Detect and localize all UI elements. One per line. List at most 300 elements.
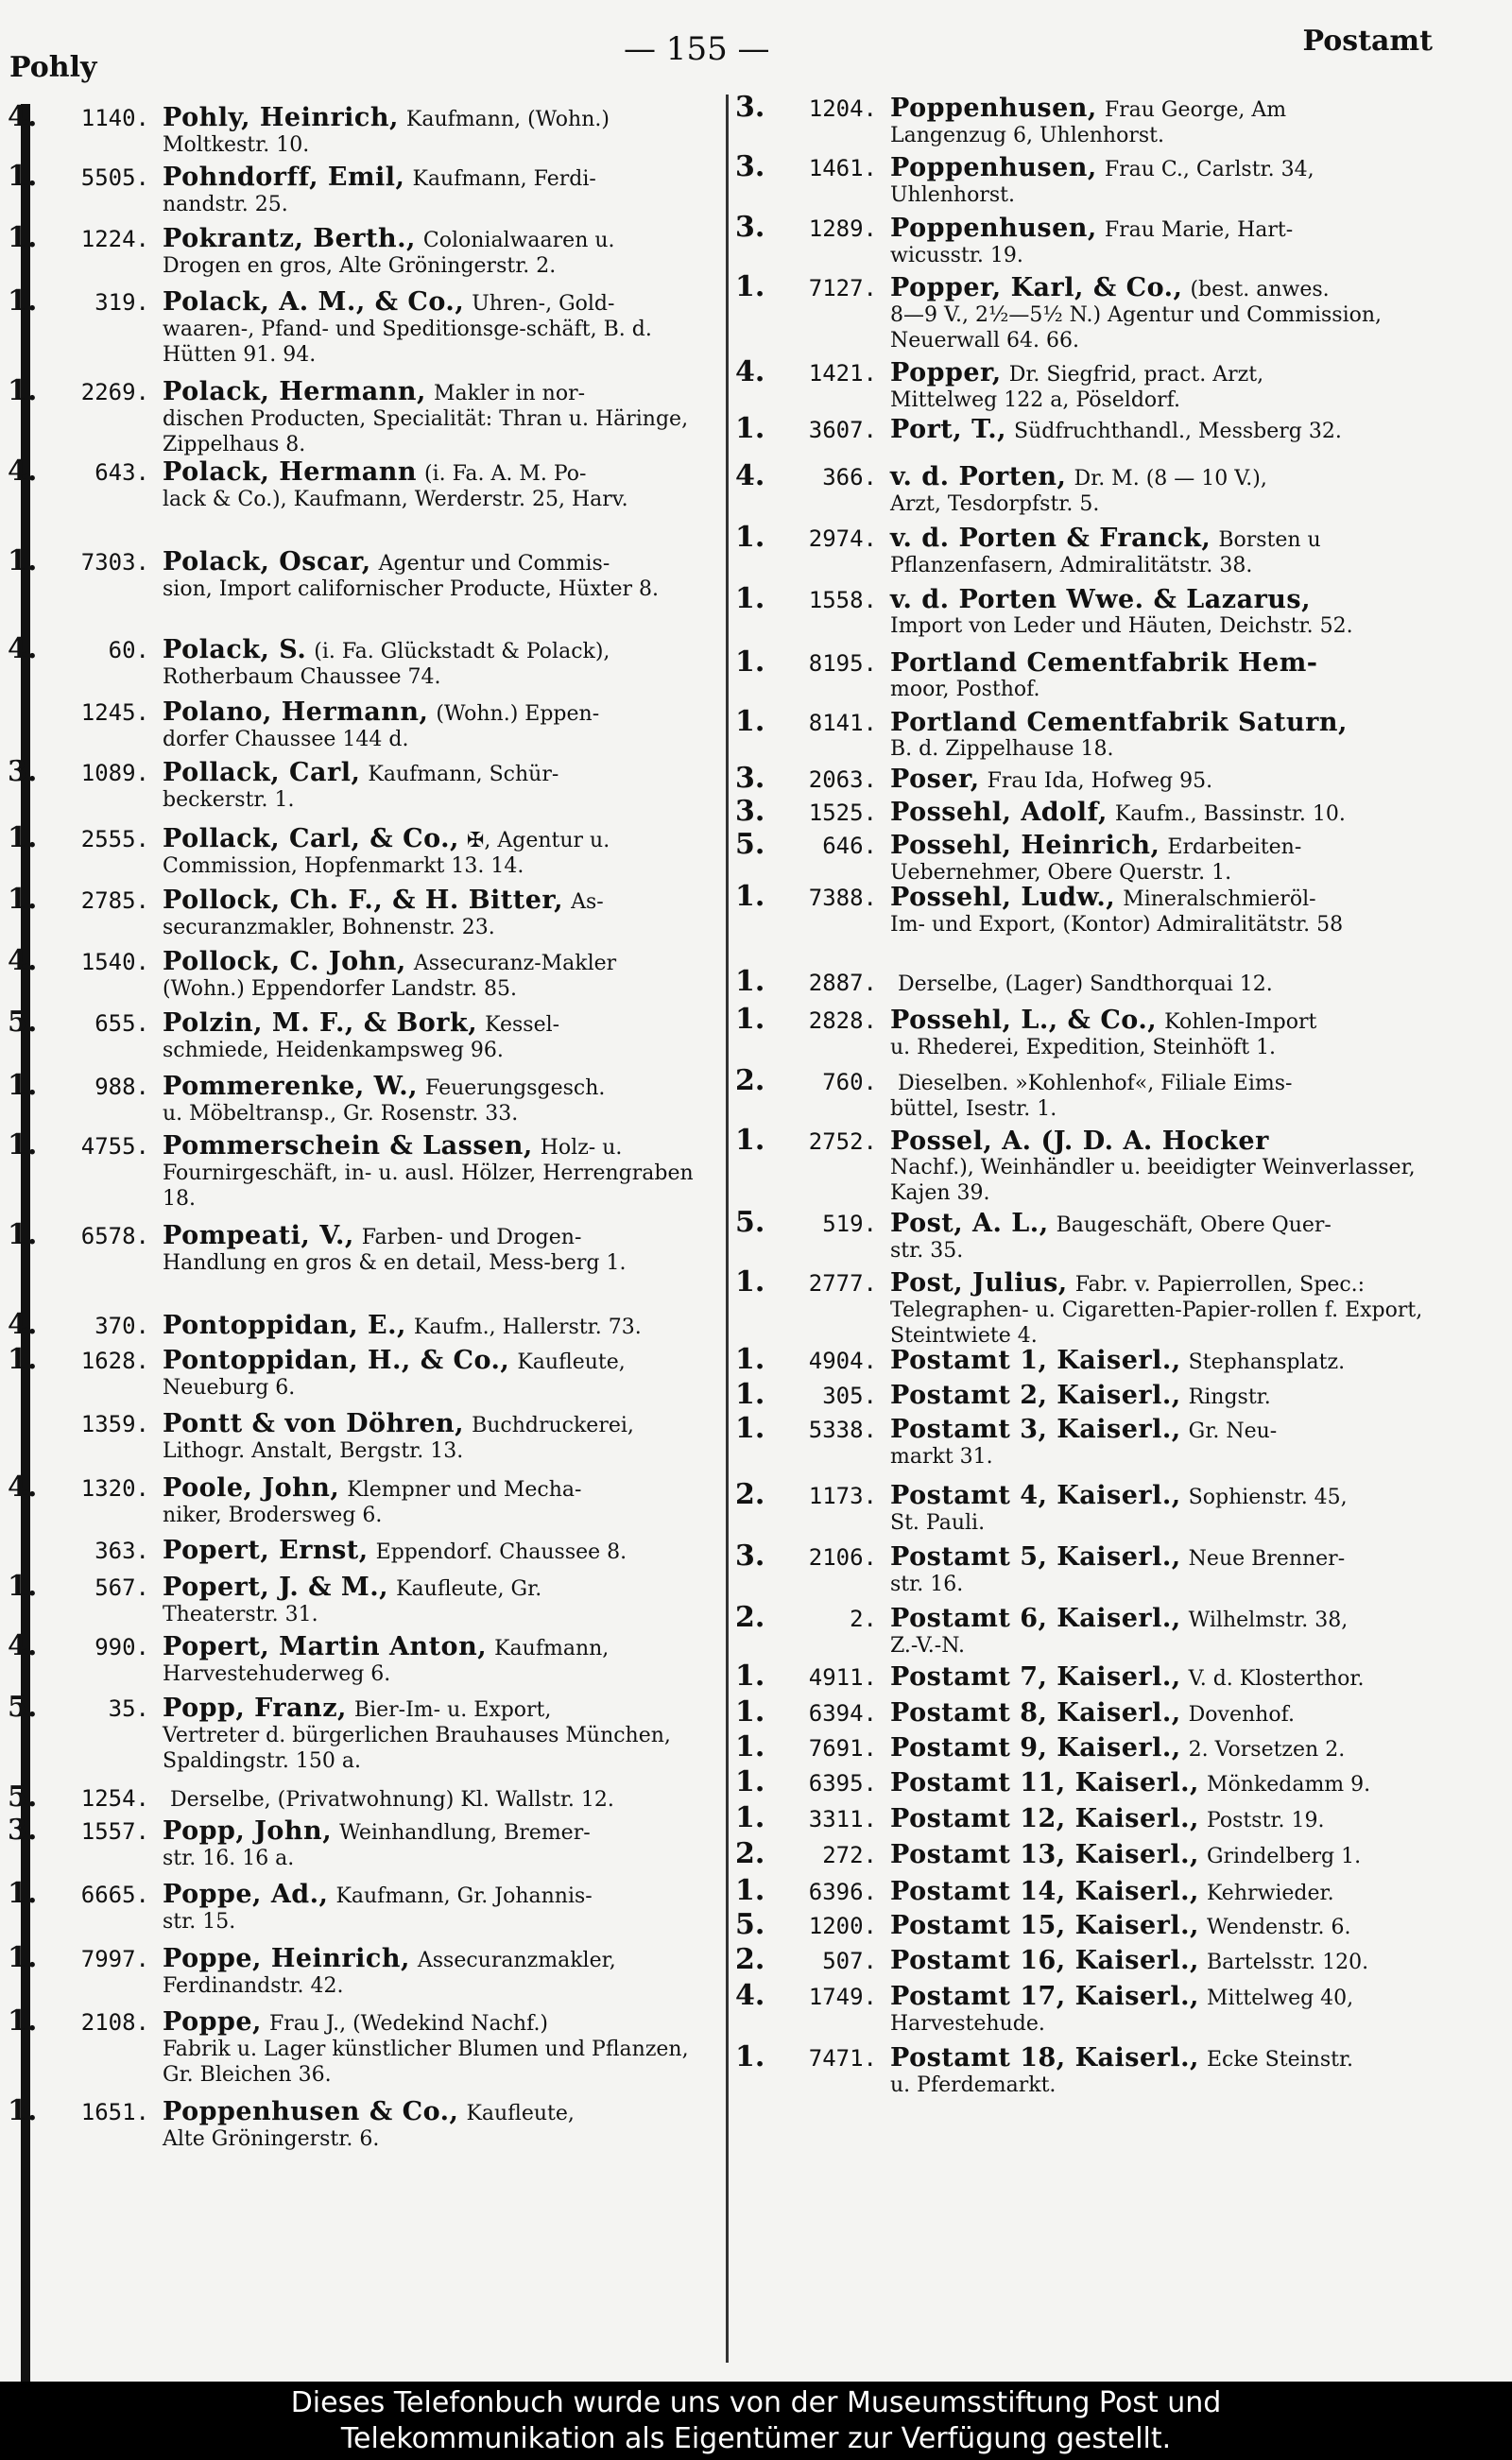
entry-detail: Ringstr. bbox=[1188, 1385, 1271, 1409]
directory-entry bbox=[8, 104, 718, 158]
entry-continuation: u. Möbeltransp., Gr. Rosenstr. 33. bbox=[163, 1102, 519, 1126]
entry-detail: Dovenhof. bbox=[1188, 1703, 1295, 1727]
entry-detail: Borsten u bbox=[1218, 528, 1321, 552]
entry-detail: Kaufm., Hallerstr. 73. bbox=[413, 1316, 642, 1339]
directory-entry bbox=[735, 1912, 1476, 1940]
entry-detail: Stephansplatz. bbox=[1188, 1350, 1346, 1374]
entry-detail: Weinhandlung, Bremer- bbox=[339, 1821, 591, 1845]
subscriber-name: Poser, bbox=[890, 766, 980, 794]
phone-number: 2752. bbox=[808, 1128, 877, 1155]
entry-continuation: sion, Import californischer Producte, Hüxter 8. bbox=[163, 577, 659, 601]
subscriber-name: Pontoppidan, E., bbox=[163, 1312, 406, 1340]
column-divider bbox=[726, 95, 729, 2363]
phone-number: 5338. bbox=[808, 1417, 877, 1443]
exchange-code: 1. bbox=[735, 1805, 765, 1833]
entry-continuation: Uhlenhorst. bbox=[890, 183, 1015, 207]
directory-entry bbox=[735, 1482, 1476, 1536]
phone-number: 2974. bbox=[808, 525, 877, 552]
entry-continuation: B. d. Zippelhause 18. bbox=[890, 737, 1114, 761]
phone-number: 1320. bbox=[80, 1475, 149, 1502]
phone-number: 305. bbox=[822, 1383, 877, 1409]
directory-entry bbox=[735, 359, 1476, 413]
exchange-code: 3. bbox=[735, 154, 765, 182]
phone-number: 6395. bbox=[808, 1770, 877, 1797]
phone-number: 507. bbox=[822, 1948, 877, 1974]
subscriber-name: Postamt 14, Kaiserl., bbox=[890, 1878, 1199, 1906]
entry-detail: Wendenstr. 6. bbox=[1206, 1916, 1351, 1939]
entry-detail: Eppendorf. Chaussee 8. bbox=[375, 1540, 627, 1564]
entry-detail: Agentur und Commis- bbox=[378, 552, 610, 576]
subscriber-name: Popert, Ernst, bbox=[163, 1538, 369, 1565]
exchange-code: 1. bbox=[8, 1945, 38, 1973]
exchange-code: 4. bbox=[8, 1312, 38, 1340]
entry-continuation: Arzt, Tesdorpfstr. 5. bbox=[890, 492, 1100, 516]
phone-number: 366. bbox=[822, 464, 877, 490]
entry-detail: Klempner und Mecha- bbox=[347, 1478, 582, 1502]
phone-number: 4911. bbox=[808, 1664, 877, 1691]
entry-continuation: waaren-, Pfand- und Speditionsge-schäft, B. d. Hütten 91. 94. bbox=[163, 318, 652, 367]
phone-number: 2269. bbox=[80, 379, 149, 405]
phone-number: 1557. bbox=[80, 1818, 149, 1845]
phone-number: 1224. bbox=[80, 226, 149, 252]
subscriber-name: Pollock, Ch. F., & H. Bitter, bbox=[163, 886, 564, 915]
entry-continuation: Lithogr. Anstalt, Bergstr. 13. bbox=[163, 1439, 464, 1463]
exchange-code: 4. bbox=[8, 104, 38, 132]
exchange-code: 1. bbox=[735, 525, 765, 553]
subscriber-name: Postamt 12, Kaiserl., bbox=[890, 1805, 1199, 1833]
exchange-code: 5. bbox=[8, 1784, 38, 1813]
subscriber-name: Postamt 17, Kaiserl., bbox=[890, 1983, 1199, 2011]
entry-detail: Grindelberg 1. bbox=[1206, 1845, 1362, 1868]
subscriber-name: Postamt 3, Kaiserl., bbox=[890, 1416, 1181, 1444]
exchange-code: 5. bbox=[735, 1210, 765, 1238]
entry-continuation: niker, Brodersweg 6. bbox=[163, 1504, 383, 1527]
directory-entry bbox=[8, 1881, 718, 1935]
directory-entry bbox=[735, 649, 1476, 702]
phone-number: 2777. bbox=[808, 1270, 877, 1297]
directory-entry bbox=[8, 1009, 718, 1063]
subscriber-name: Popert, J. & M., bbox=[163, 1574, 389, 1602]
directory-entry bbox=[8, 1538, 718, 1565]
entry-detail: Baugeschäft, Obere Quer- bbox=[1056, 1213, 1332, 1237]
directory-entry bbox=[8, 1784, 718, 1813]
directory-entry bbox=[735, 154, 1476, 208]
entry-continuation: Mittelweg 122 a, Pöseldorf. bbox=[890, 388, 1181, 412]
phone-number: 1558. bbox=[808, 587, 877, 613]
page-number: — 155 — bbox=[624, 30, 770, 68]
phone-number: 7997. bbox=[80, 1946, 149, 1972]
phone-number: 988. bbox=[94, 1074, 149, 1100]
exchange-code: 4. bbox=[8, 1474, 38, 1503]
entry-detail: Kehrwieder. bbox=[1206, 1882, 1334, 1905]
directory-entry bbox=[735, 1699, 1476, 1728]
entry-detail: Poststr. 19. bbox=[1206, 1809, 1325, 1832]
exchange-code: 1. bbox=[735, 1006, 765, 1035]
subscriber-name: Postamt 18, Kaiserl., bbox=[890, 2044, 1199, 2073]
phone-number: 1173. bbox=[808, 1483, 877, 1509]
subscriber-name: Postamt 2, Kaiserl., bbox=[890, 1382, 1181, 1410]
subscriber-name: Postamt 16, Kaiserl., bbox=[890, 1947, 1199, 1975]
directory-entry bbox=[735, 884, 1476, 938]
entry-continuation: wicusstr. 19. bbox=[890, 244, 1023, 267]
subscriber-name: Postamt 7, Kaiserl., bbox=[890, 1663, 1181, 1692]
subscriber-name: Portland Cementfabrik Hem- bbox=[890, 649, 1318, 677]
entry-detail: Kessel- bbox=[485, 1013, 560, 1037]
footer-line-1: Dieses Telefonbuch wurde uns von der Museumsstiftung Post und bbox=[290, 2386, 1222, 2419]
entry-detail: 2. Vorsetzen 2. bbox=[1188, 1738, 1346, 1762]
header-right-keyword: Postamt bbox=[1302, 25, 1433, 58]
entry-detail: Frau C., Carlstr. 34, bbox=[1104, 158, 1314, 181]
exchange-code: 1. bbox=[8, 1347, 38, 1375]
exchange-code: 1. bbox=[735, 1699, 765, 1728]
subscriber-name: Postamt 8, Kaiserl., bbox=[890, 1699, 1181, 1728]
directory-entry bbox=[735, 799, 1476, 827]
phone-number: 1525. bbox=[808, 800, 877, 826]
exchange-code: 1. bbox=[8, 225, 38, 253]
phone-number: 363. bbox=[94, 1538, 149, 1564]
phone-number: 1628. bbox=[80, 1348, 149, 1374]
entry-continuation: Harvestehude. bbox=[890, 2012, 1045, 2036]
directory-entry bbox=[8, 1222, 718, 1276]
phone-number: 1651. bbox=[80, 2099, 149, 2125]
entry-detail: Fabr. v. Papierrollen, Spec.: bbox=[1074, 1273, 1366, 1297]
entry-detail: As- bbox=[571, 890, 604, 914]
phone-number: 1245. bbox=[80, 699, 149, 726]
directory-entry bbox=[8, 1694, 718, 1774]
subscriber-name: Poppe, Heinrich, bbox=[163, 1945, 410, 1973]
entry-continuation: Moltkestr. 10. bbox=[163, 133, 310, 157]
exchange-code: 4. bbox=[8, 1633, 38, 1661]
phone-number: 1254. bbox=[80, 1785, 149, 1812]
exchange-code: 1. bbox=[735, 2044, 765, 2073]
entry-continuation: Commission, Hopfenmarkt 13. 14. bbox=[163, 854, 524, 878]
phone-number: 3311. bbox=[808, 1806, 877, 1832]
entry-continuation: Fournirgeschäft, in- u. ausl. Hölzer, Herrengraben 18. bbox=[163, 1161, 694, 1211]
entry-continuation: St. Pauli. bbox=[890, 1511, 986, 1535]
directory-entry bbox=[735, 1947, 1476, 1975]
directory-entry bbox=[735, 1605, 1476, 1659]
entry-detail: Erdarbeiten- bbox=[1167, 835, 1302, 859]
entry-detail: Bartelsstr. 120. bbox=[1206, 1951, 1369, 1974]
exchange-code: 4. bbox=[735, 1983, 765, 2011]
subscriber-name: Post, Julius, bbox=[890, 1269, 1068, 1298]
exchange-code: 1. bbox=[735, 1878, 765, 1906]
exchange-code: 2. bbox=[735, 1841, 765, 1869]
phone-number: 7127. bbox=[808, 275, 877, 301]
header-left-keyword: Pohly bbox=[9, 51, 97, 84]
directory-entry bbox=[735, 709, 1476, 762]
page-header bbox=[0, 21, 1512, 84]
subscriber-name: Poppenhusen, bbox=[890, 95, 1097, 123]
directory-entry bbox=[8, 1633, 718, 1687]
subscriber-name: Poppenhusen, bbox=[890, 154, 1097, 182]
directory-entry bbox=[8, 548, 718, 602]
entry-continuation: Rotherbaum Chaussee 74. bbox=[163, 665, 441, 689]
directory-entry bbox=[8, 2008, 718, 2088]
entry-continuation: u. Rhederei, Expedition, Steinhöft 1. bbox=[890, 1036, 1277, 1059]
directory-entry bbox=[735, 1543, 1476, 1597]
directory-entry bbox=[8, 225, 718, 279]
entry-detail: Colonialwaaren u. bbox=[422, 229, 615, 252]
directory-entry bbox=[735, 463, 1476, 517]
entry-continuation: str. 16. 16 a. bbox=[163, 1847, 295, 1870]
entry-continuation: dischen Producten, Specialität: Thran u. Häringe, Zippelhaus 8. bbox=[163, 407, 689, 456]
phone-number: 6665. bbox=[80, 1882, 149, 1908]
exchange-code: 1. bbox=[8, 378, 38, 406]
entry-continuation: (Wohn.) Eppendorfer Landstr. 85. bbox=[163, 977, 517, 1001]
subscriber-name: Pollack, Carl, bbox=[163, 759, 361, 787]
subscriber-name: Poppe, bbox=[163, 2008, 262, 2037]
entry-continuation: Pflanzenfasern, Admiralitätstr. 38. bbox=[890, 554, 1253, 577]
entry-detail: Wilhelmstr. 38, bbox=[1188, 1608, 1349, 1632]
phone-number: 1749. bbox=[808, 1984, 877, 2010]
subscriber-name: Polack, Hermann bbox=[163, 458, 418, 487]
entry-continuation: dorfer Chaussee 144 d. bbox=[163, 728, 409, 751]
entry-continuation: Import von Leder und Häuten, Deichstr. 52. bbox=[890, 614, 1353, 638]
entry-detail: Ecke Steinstr. bbox=[1206, 2048, 1354, 2072]
exchange-code: 1. bbox=[8, 163, 38, 192]
entry-continuation: büttel, Isestr. 1. bbox=[890, 1097, 1057, 1121]
subscriber-name: Pommerschein & Lassen, bbox=[163, 1132, 533, 1161]
entry-detail: Derselbe, (Privatwohnung) Kl. Wallstr. 12. bbox=[170, 1788, 614, 1812]
subscriber-name: v. d. Porten, bbox=[890, 463, 1067, 491]
entry-detail: (best. anwes. bbox=[1190, 278, 1330, 301]
entry-detail: Frau J., (Wedekind Nachf.) bbox=[268, 2012, 549, 2036]
directory-entry bbox=[8, 378, 718, 457]
entry-continuation: Langenzug 6, Uhlenhorst. bbox=[890, 124, 1164, 147]
entry-detail: Dr. Siegfrid, pract. Arzt, bbox=[1008, 363, 1264, 387]
exchange-code: 4. bbox=[735, 359, 765, 387]
phone-number: 655. bbox=[94, 1010, 149, 1037]
phone-number: 1089. bbox=[80, 760, 149, 786]
phone-number: 1359. bbox=[80, 1411, 149, 1437]
exchange-code: 4. bbox=[8, 636, 38, 664]
entry-continuation: Telegraphen- u. Cigaretten-Papier-rollen f. Export, Steintwiete 4. bbox=[890, 1299, 1423, 1348]
directory-entry bbox=[735, 1805, 1476, 1833]
directory-entry bbox=[735, 1382, 1476, 1410]
phone-number: 2555. bbox=[80, 826, 149, 852]
entry-detail: Dieselben. »Kohlenhof«, Filiale Eims- bbox=[898, 1072, 1293, 1095]
entry-detail: Kaufleute, Gr. bbox=[396, 1577, 542, 1601]
subscriber-name: Portland Cementfabrik Saturn, bbox=[890, 709, 1348, 736]
exchange-code: 4. bbox=[8, 458, 38, 487]
subscriber-name: Postamt 5, Kaiserl., bbox=[890, 1543, 1181, 1572]
entry-continuation: Z.-V.-N. bbox=[890, 1634, 966, 1658]
directory-entry bbox=[735, 832, 1476, 886]
entry-detail: Sophienstr. 45, bbox=[1188, 1486, 1348, 1509]
subscriber-name: Popp, John, bbox=[163, 1817, 333, 1846]
exchange-code: 1. bbox=[735, 884, 765, 912]
exchange-code: 1. bbox=[735, 1127, 765, 1155]
entry-detail: ✠, Agentur u. bbox=[466, 829, 610, 852]
directory-entry bbox=[8, 1474, 718, 1528]
subscriber-name: Polack, A. M., & Co., bbox=[163, 288, 465, 317]
directory-entry bbox=[8, 1073, 718, 1127]
directory-entry bbox=[735, 1416, 1476, 1470]
subscriber-name: Polack, Hermann, bbox=[163, 378, 426, 406]
exchange-code: 3. bbox=[735, 766, 765, 794]
entry-detail: Buchdruckerei, bbox=[472, 1414, 634, 1437]
phone-number: 272. bbox=[822, 1842, 877, 1868]
directory-entry bbox=[735, 969, 1476, 997]
entry-detail: Feuerungsgesch. bbox=[425, 1076, 606, 1100]
entry-continuation: schmiede, Heidenkampsweg 96. bbox=[163, 1039, 504, 1062]
subscriber-name: Postamt 1, Kaiserl., bbox=[890, 1347, 1181, 1375]
entry-continuation: Ferdinandstr. 42. bbox=[163, 1974, 344, 1998]
phone-number: 2. bbox=[850, 1606, 877, 1632]
entry-continuation: Theaterstr. 31. bbox=[163, 1603, 318, 1626]
phone-number: 6394. bbox=[808, 1700, 877, 1727]
entry-detail: Makler in nor- bbox=[433, 382, 586, 405]
directory-entry bbox=[735, 1663, 1476, 1692]
phone-number: 7691. bbox=[808, 1735, 877, 1762]
subscriber-name: Pokrantz, Berth., bbox=[163, 225, 416, 253]
entry-continuation: securanzmakler, Bohnenstr. 23. bbox=[163, 916, 495, 939]
subscriber-name: Pommerenke, W., bbox=[163, 1073, 419, 1101]
phone-number: 1421. bbox=[808, 360, 877, 387]
entry-detail: Kaufmann, Ferdi- bbox=[412, 167, 596, 191]
entry-continuation: str. 35. bbox=[890, 1239, 964, 1263]
subscriber-name: Polano, Hermann, bbox=[163, 699, 429, 727]
exchange-code: 4. bbox=[735, 463, 765, 491]
exchange-code: 1. bbox=[735, 1416, 765, 1444]
subscriber-name: Possehl, Heinrich, bbox=[890, 832, 1160, 860]
entry-detail: Mineralschmieröl- bbox=[1123, 887, 1316, 911]
phone-number: 2785. bbox=[80, 887, 149, 914]
entry-detail: Frau Marie, Hart- bbox=[1104, 218, 1294, 242]
exchange-code: 3. bbox=[735, 1543, 765, 1572]
exchange-code: 1. bbox=[8, 1132, 38, 1161]
entry-detail: (Wohn.) Eppen- bbox=[436, 702, 600, 726]
subscriber-name: Post, A. L., bbox=[890, 1210, 1049, 1238]
directory-entry bbox=[735, 586, 1476, 639]
phone-number: 2828. bbox=[808, 1007, 877, 1034]
entry-detail: Frau Ida, Hofweg 95. bbox=[987, 769, 1213, 793]
directory-entry bbox=[8, 1817, 718, 1871]
exchange-code: 1. bbox=[735, 1347, 765, 1375]
entry-continuation: 8—9 V., 2½—5½ N.) Agentur und Commission, Neuerwall 64. 66. bbox=[890, 303, 1383, 353]
exchange-code: 1. bbox=[8, 548, 38, 576]
entry-continuation: nandstr. 25. bbox=[163, 193, 288, 216]
exchange-code: 1. bbox=[735, 416, 765, 444]
directory-entry bbox=[735, 1983, 1476, 2037]
entry-detail: Kaufleute, bbox=[517, 1350, 626, 1374]
entry-continuation: Harvestehuderweg 6. bbox=[163, 1662, 391, 1686]
exchange-code: 5. bbox=[735, 1912, 765, 1940]
exchange-code: 1. bbox=[735, 1663, 765, 1692]
phone-number: 6396. bbox=[808, 1879, 877, 1905]
entry-detail: Holz- u. bbox=[540, 1136, 623, 1160]
entry-detail: V. d. Klosterthor. bbox=[1188, 1667, 1365, 1691]
subscriber-name: Polzin, M. F., & Bork, bbox=[163, 1009, 478, 1038]
phone-number: 2108. bbox=[80, 2009, 149, 2036]
entry-detail: Südfruchthandl., Messberg 32. bbox=[1014, 420, 1342, 443]
directory-entry bbox=[735, 1127, 1476, 1206]
entry-continuation: lack & Co.), Kaufmann, Werderstr. 25, Harv. bbox=[163, 488, 628, 511]
directory-entry bbox=[735, 2044, 1476, 2098]
entry-continuation: str. 15. bbox=[163, 1910, 236, 1934]
phone-number: 7388. bbox=[808, 885, 877, 911]
footer-line-2: Telekommunikation als Eigentümer zur Verfügung gestellt. bbox=[340, 2422, 1172, 2455]
exchange-code: 1. bbox=[8, 825, 38, 853]
phone-number: 2063. bbox=[808, 766, 877, 793]
exchange-code: 3. bbox=[735, 215, 765, 243]
exchange-code: 1. bbox=[8, 1073, 38, 1101]
subscriber-name: Pompeati, V., bbox=[163, 1222, 354, 1250]
entry-detail: Mittelweg 40, bbox=[1206, 1987, 1354, 2010]
phone-number: 8141. bbox=[808, 710, 877, 736]
directory-entry bbox=[8, 1411, 718, 1464]
exchange-code: 1. bbox=[735, 586, 765, 613]
exchange-code: 1. bbox=[735, 1734, 765, 1763]
footer-notice bbox=[0, 2382, 1512, 2460]
directory-entry bbox=[735, 1347, 1476, 1375]
subscriber-name: Possehl, Ludw., bbox=[890, 884, 1116, 912]
directory-entry bbox=[8, 1945, 718, 1999]
entry-detail: Gr. Neu- bbox=[1188, 1419, 1278, 1443]
entry-detail: (i. Fa. Glückstadt & Polack), bbox=[314, 640, 610, 663]
exchange-code: 1. bbox=[8, 1574, 38, 1602]
subscriber-name: Pohly, Heinrich, bbox=[163, 104, 399, 132]
entry-detail: Kaufmann, Gr. Johannis- bbox=[335, 1884, 593, 1908]
exchange-code: 2. bbox=[735, 1605, 765, 1633]
exchange-code: 5. bbox=[8, 1694, 38, 1723]
directory-entry bbox=[8, 825, 718, 879]
entry-detail: (i. Fa. A. M. Po- bbox=[424, 462, 587, 486]
entry-continuation: Drogen en gros, Alte Gröningerstr. 2. bbox=[163, 254, 557, 278]
phone-number: 760. bbox=[822, 1069, 877, 1095]
entry-detail: Assecuranz-Makler bbox=[413, 952, 617, 975]
subscriber-name: Port, T., bbox=[890, 416, 1006, 444]
entry-continuation: Handlung en gros & en detail, Mess-berg 1. bbox=[163, 1251, 627, 1275]
subscriber-name: Possehl, L., & Co., bbox=[890, 1006, 1158, 1035]
subscriber-name: Pontt & von Döhren, bbox=[163, 1411, 465, 1438]
phone-number: 1204. bbox=[808, 95, 877, 122]
exchange-code: 2. bbox=[735, 1947, 765, 1975]
directory-entry bbox=[8, 948, 718, 1002]
entry-detail: Uhren-, Gold- bbox=[472, 292, 615, 316]
subscriber-name: Postamt 11, Kaiserl., bbox=[890, 1769, 1199, 1798]
directory-entry bbox=[735, 766, 1476, 794]
subscriber-name: Possel, A. (J. D. A. Hocker bbox=[890, 1127, 1269, 1155]
subscriber-name: v. d. Porten Wwe. & Lazarus, bbox=[890, 586, 1312, 613]
subscriber-name: Pohndorff, Emil, bbox=[163, 163, 405, 192]
directory-entry bbox=[8, 1312, 718, 1340]
exchange-code: 1. bbox=[735, 1382, 765, 1410]
phone-number: 567. bbox=[94, 1574, 149, 1601]
exchange-code: 5. bbox=[735, 832, 765, 860]
entry-continuation: Alte Gröningerstr. 6. bbox=[163, 2127, 380, 2151]
directory-entry bbox=[8, 163, 718, 217]
entry-detail: Mönkedamm 9. bbox=[1206, 1773, 1371, 1797]
entry-continuation: str. 16. bbox=[890, 1573, 964, 1596]
entry-continuation: Neueburg 6. bbox=[163, 1376, 296, 1400]
exchange-code: 3. bbox=[8, 759, 38, 787]
entry-detail: Derselbe, (Lager) Sandthorquai 12. bbox=[898, 972, 1273, 996]
directory-entry bbox=[735, 1734, 1476, 1763]
phone-number: 35. bbox=[108, 1695, 149, 1722]
subscriber-name: Poppenhusen & Co., bbox=[163, 2098, 459, 2126]
subscriber-name: Pontoppidan, H., & Co., bbox=[163, 1347, 510, 1375]
entry-continuation: beckerstr. 1. bbox=[163, 788, 295, 812]
phone-number: 6578. bbox=[80, 1223, 149, 1249]
subscriber-name: Poppenhusen, bbox=[890, 215, 1097, 243]
entry-detail: Kaufmann, Schür- bbox=[368, 763, 559, 786]
phone-number: 990. bbox=[94, 1634, 149, 1660]
phone-number: 5505. bbox=[80, 164, 149, 191]
entry-detail: Kaufmann, bbox=[494, 1637, 610, 1660]
phone-number: 646. bbox=[822, 833, 877, 859]
